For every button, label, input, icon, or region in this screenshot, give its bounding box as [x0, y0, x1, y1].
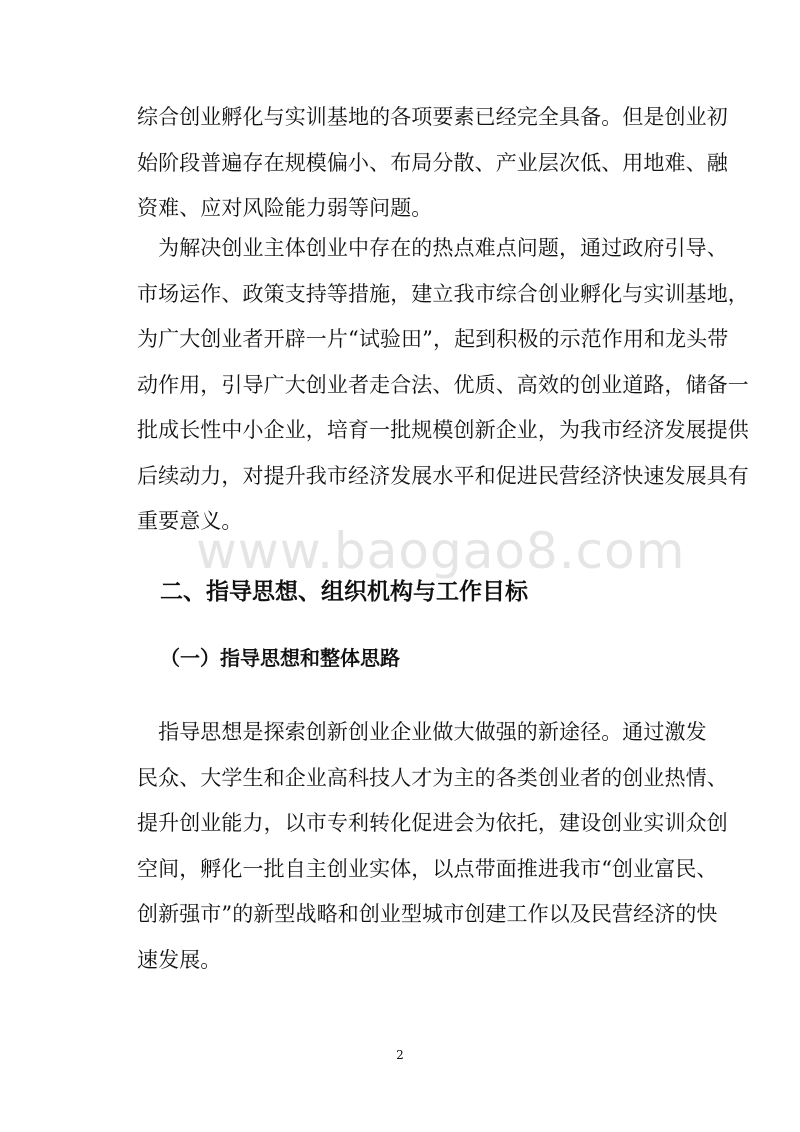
paragraph-line: 空间，孵化一批自主创业实体，以点带面推进我市“创业富民、: [137, 856, 718, 881]
paragraph-line: 始阶段普遍存在规模偏小、布局分散、产业层次低、用地难、融: [137, 150, 728, 175]
section-heading: 二、指导思想、组织机构与工作目标: [160, 579, 528, 605]
paragraph-line: 综合创业孵化与实训基地的各项要素已经完全具备。但是创业初: [137, 105, 728, 129]
paragraph-line: 动作用，引导广大创业者走合法、优质、高效的创业道路，储备一: [137, 372, 749, 397]
section-subheading: （一）指导思想和整体思路: [160, 646, 400, 670]
paragraph-1: [137, 95, 728, 232]
paragraph-line: 后续动力，对提升我市经济发展水平和促进民营经济快速发展具有: [137, 463, 749, 488]
paragraph-line: 为广大创业者开辟一片“试验田”，起到积极的示范作用和龙头带: [137, 327, 729, 351]
paragraph-3: [137, 710, 728, 983]
paragraph-line: 市场运作、政策支持等措施，建立我市综合创业孵化与实训基地，: [137, 281, 749, 306]
paragraph-line: 提升创业能力，以市专利转化促进会为依托，建设创业实训众创: [137, 811, 728, 835]
watermark: www.baogao8.com: [196, 522, 686, 580]
page-number: 2: [396, 1048, 404, 1062]
paragraph-line: 重要意义。: [137, 509, 243, 533]
paragraph-line: 创新强市”的新型战略和创业型城市创建工作以及民营经济的快: [137, 902, 718, 926]
paragraph-line: 速发展。: [137, 947, 222, 972]
paragraph-line: 民众、大学生和企业高科技人才为主的各类创业者的创业热情、: [137, 765, 728, 790]
paragraph-2: [137, 226, 749, 545]
paragraph-line: 为解决创业主体创业中存在的热点难点问题，通过政府引导、: [137, 236, 728, 260]
paragraph-line: 批成长性中小企业，培育一批规模创新企业，为我市经济发展提供: [137, 418, 749, 442]
paragraph-line: 指导思想是探索创新创业企业做大做强的新途径。通过激发: [137, 720, 707, 744]
paragraph-line: 资难、应对风险能力弱等问题。: [137, 196, 433, 220]
